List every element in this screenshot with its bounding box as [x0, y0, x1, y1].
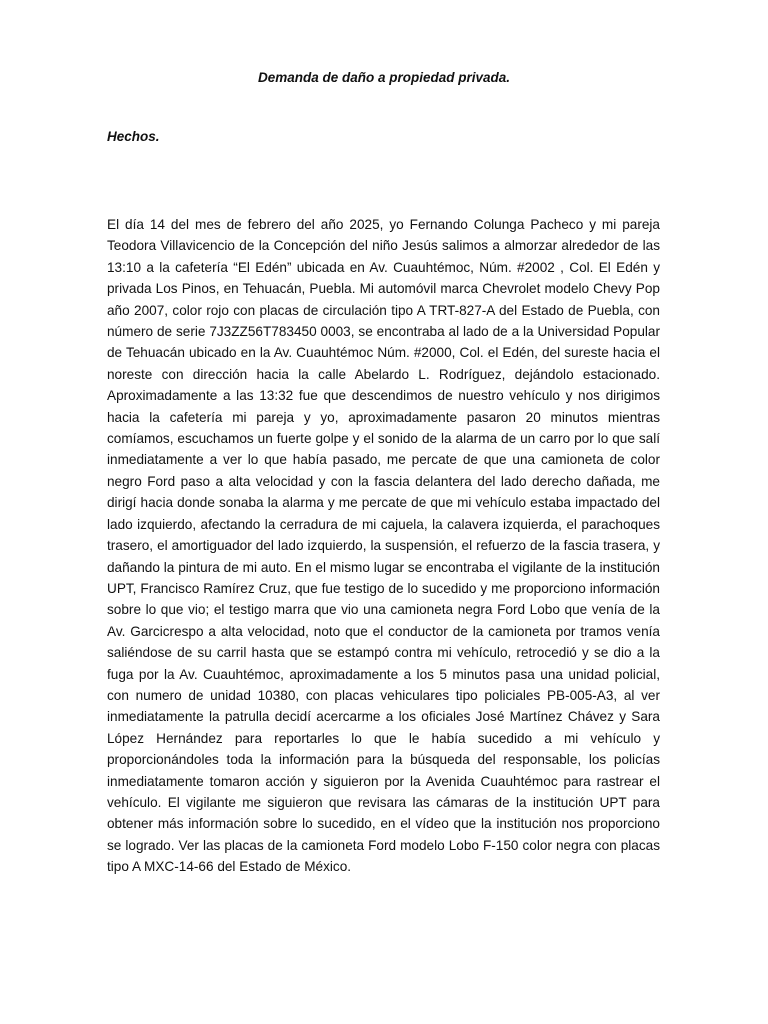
body-paragraph: El día 14 del mes de febrero del año 2025, yo Fernando Colunga Pacheco y mi pareja Teodora Villavicencio de la Concepción del niño Jesús salimos a almorzar alrededor de las 13:10 a la cafetería “El Edén” ubicada en Av. Cuauhtémoc, Núm. #2002 , Col. El Edén y privada Los Pinos, en Tehuacán, Puebla. Mi automóvil marca Chevrolet modelo Chevy Pop año 2007, color rojo con placas de circulación tipo A TRT-827-A del Estado de Puebla, con número de serie 7J3ZZ56T783450 0003, se encontraba al lado de a la Universidad Popular de Tehuacán ubicado en la Av. Cuauhtémoc Núm. #2000, Col. el Edén, del sureste hacia el noreste con dirección hacia la calle Abelardo L. Rodríguez, dejándolo estacionado. Aproximadamente a las 13:32 fue que descendimos de nuestro vehículo y nos dirigimos hacia la cafetería mi pareja y yo, aproximadamente pasaron 20 minutos mientras comíamos, escuchamos un fuerte golpe y el sonido de la alarma de un carro por lo que salí inmediatamente a ver lo que había pasado, me percate de que una camioneta de color negro Ford paso a alta velocidad y con la fascia delantera del lado derecho dañada, me dirigí hacia donde sonaba la alarma y me percate de que mi vehículo estaba impactado del lado izquierdo, afectando la cerradura de mi cajuela, la calavera izquierda, el parachoques trasero, el amortiguador del lado izquierdo, la suspensión, el refuerzo de la fascia trasera, y dañando la pintura de mi auto. En el mismo lugar se encontraba el vigilante de la institución UPT, Francisco Ramírez Cruz, que fue testigo de lo sucedido y me proporciono información sobre lo que vio; el testigo marra que vio una camioneta negra Ford Lobo que venía de la Av. Garcicrespo a alta velocidad, noto que el conductor de la camioneta por tramos venía saliéndose de su carril hasta que se estampó contra mi vehículo, retrocedió y se dio a la fuga por la Av. Cuauhtémoc, aproximadamente a los 5 minutos pasa una unidad policial, con numero de unidad 10380, con placas vehiculares tipo policiales PB-005-A3, al ver inmediatamente la patrulla decidí acercarme a los oficiales José Martínez Chávez y Sara López Hernández para reportarles lo que le había sucedido a mi vehículo y proporcionándoles toda la información para la búsqueda del responsable, los policías inmediatamente tomaron acción y siguieron por la Avenida Cuauhtémoc para rastrear el vehículo. El vigilante me siguieron que revisara las cámaras de la institución UPT para obtener más información sobre lo sucedido, en el vídeo que la institución nos proporciono se logrado. Ver las placas de la camioneta Ford modelo Lobo F-150 color negra con placas tipo A MXC-14-66 del Estado de México. [107, 217, 660, 875]
section-heading-hechos: Hechos. [107, 129, 160, 144]
document-title: Demanda de daño a propiedad privada. [257, 70, 511, 85]
